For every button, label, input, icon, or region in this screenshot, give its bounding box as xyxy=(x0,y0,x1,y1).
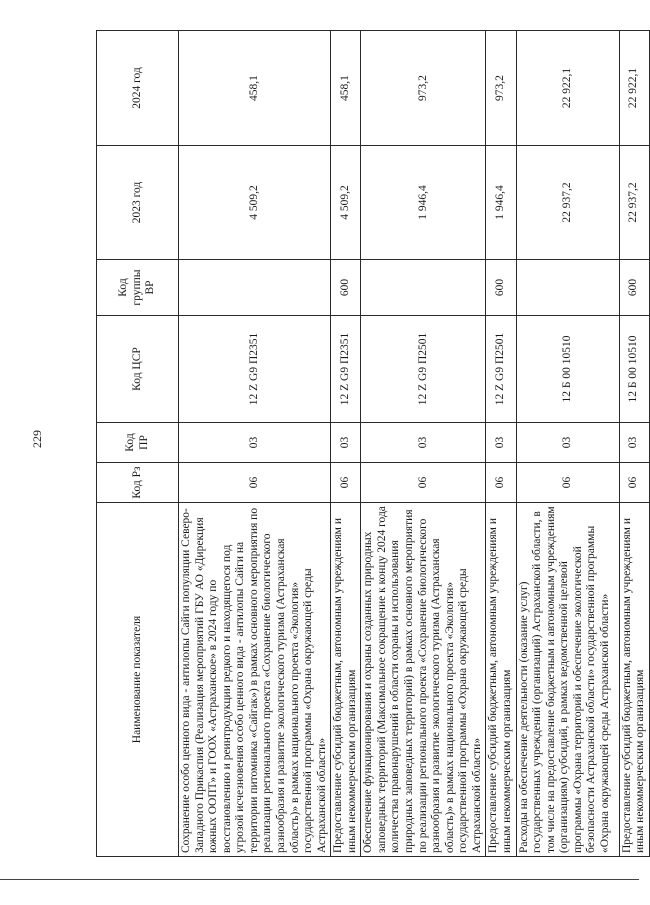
row-rz: 06 xyxy=(619,463,649,503)
row-vr xyxy=(516,260,619,316)
row-vr xyxy=(179,260,331,316)
row-pr: 03 xyxy=(361,423,486,463)
row-csr: 12 Z G9 П2501 xyxy=(361,316,486,423)
header-csr: Код ЦСР xyxy=(97,316,179,423)
row-2023: 1 946,4 xyxy=(486,146,516,260)
row-csr: 12 Z G9 П2501 xyxy=(486,316,516,423)
row-vr xyxy=(361,260,486,316)
row-2023: 4 509,2 xyxy=(179,146,331,260)
table-row xyxy=(179,31,331,857)
rotated-page-content xyxy=(96,31,647,857)
row-2024: 973,2 xyxy=(486,31,516,146)
row-name: Обеспечение функционирования и охраны созданных природных заповедных территорий (Максимальное сокращение к концу 2024 года количества правонарушений в области охраны и использования природных заповедных территорий) в рамках основного мероприятия по реализации регионального проекта «Сохранение биологического разнообразия и развитие экологического туризма (Астраханская область)» в рамках национального проекта «Экология» государственной программы «Охрана окружающей среды Астраханской области» xyxy=(361,503,486,857)
page-number: 229 xyxy=(30,430,44,448)
header-vr: Код группы ВР xyxy=(97,260,179,316)
row-pr: 03 xyxy=(486,423,516,463)
row-pr: 03 xyxy=(179,423,331,463)
table-row xyxy=(619,31,649,857)
budget-table xyxy=(96,30,650,857)
table-row xyxy=(516,31,619,857)
row-pr: 03 xyxy=(619,423,649,463)
header-name: Наименование показателя xyxy=(97,503,179,857)
row-name: Сохранение особо ценного вида - антилопы Сайги популяции Северо-Западного Прикаспия (Реализация мероприятий ГБУ АО «Дирекция южных ООПТ» и ГООХ «Астраханское» в 2024 году по восстановлению и реинтродукции редкого и находящегося под угрозой исчезновения особо ценного вида - антилопы Сайги на территории питомника «Сайгак») в рамках основного мероприятия по реализации регионального проекта «Сохранение биологического разнообразия и развитие экологического туризма (Астраханская область)» в рамках национального проекта «Экология» государственной программы «Охрана окружающей среды Астраханской области» xyxy=(179,503,331,857)
table-row xyxy=(486,31,516,857)
row-2023: 22 937,2 xyxy=(619,146,649,260)
row-vr: 600 xyxy=(486,260,516,316)
row-name: Расходы на обеспечение деятельности (оказание услуг) государственных учреждений (организаций) Астраханской области, в том числе на предоставление бюджетным и автономным учреждениям (организациям) субсидий, в рамках ведомственной целевой программы «Охрана территорий и обеспечение экологической безопасности Астраханской области» государственной программы «Охрана окружающей среды Астраханской области» xyxy=(516,503,619,857)
row-csr: 12 Б 00 10510 xyxy=(516,316,619,423)
row-rz: 06 xyxy=(486,463,516,503)
row-2024: 973,2 xyxy=(361,31,486,146)
table-row xyxy=(361,31,486,857)
row-rz: 06 xyxy=(331,463,361,503)
header-2024: 2024 год xyxy=(97,31,179,146)
row-rz: 06 xyxy=(361,463,486,503)
row-csr: 12 Б 00 10510 xyxy=(619,316,649,423)
row-2024: 22 922,1 xyxy=(516,31,619,146)
row-2023: 4 509,2 xyxy=(331,146,361,260)
row-name: Предоставление субсидий бюджетным, автономным учреждениям и иным некоммерческим организациям xyxy=(619,503,649,857)
row-rz: 06 xyxy=(179,463,331,503)
row-vr: 600 xyxy=(619,260,649,316)
table-header-row xyxy=(97,31,179,857)
table-row xyxy=(331,31,361,857)
row-rz: 06 xyxy=(516,463,619,503)
row-name: Предоставление субсидий бюджетным, автономным учреждениям и иным некоммерческим организациям xyxy=(486,503,516,857)
scan-edge-line xyxy=(0,879,639,880)
header-2023: 2023 год xyxy=(97,146,179,260)
row-vr: 600 xyxy=(331,260,361,316)
row-name: Предоставление субсидий бюджетным, автономным учреждениям и иным некоммерческим организациям xyxy=(331,503,361,857)
header-rz: Код Рз xyxy=(97,463,179,503)
row-2023: 22 937,2 xyxy=(516,146,619,260)
row-2024: 22 922,1 xyxy=(619,31,649,146)
row-csr: 12 Z G9 П2351 xyxy=(331,316,361,423)
row-2024: 458,1 xyxy=(179,31,331,146)
header-pr: Код ПР xyxy=(97,423,179,463)
row-pr: 03 xyxy=(331,423,361,463)
row-pr: 03 xyxy=(516,423,619,463)
row-2023: 1 946,4 xyxy=(361,146,486,260)
row-csr: 12 Z G9 П2351 xyxy=(179,316,331,423)
row-2024: 458,1 xyxy=(331,31,361,146)
